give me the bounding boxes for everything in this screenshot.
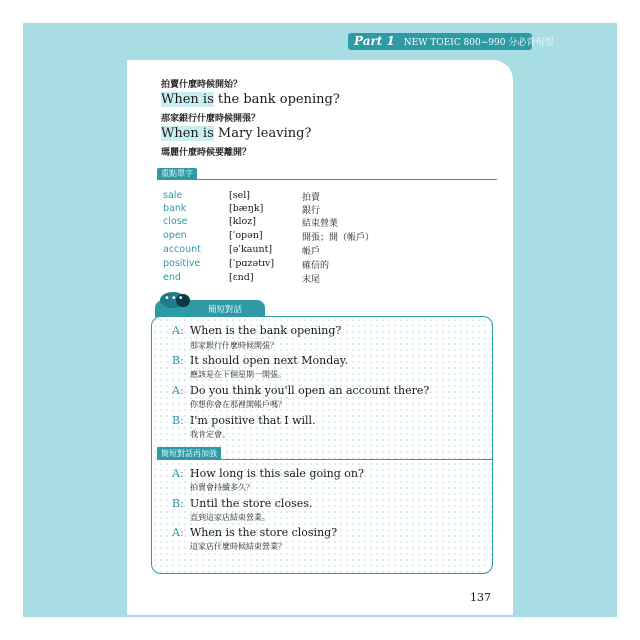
vocab-word: bank — [163, 203, 187, 214]
vocab-phonetic: [bæŋk] — [229, 203, 264, 214]
dialogue-title: 簡短對話 — [208, 305, 243, 315]
dialogue-line-en: How long is this sale going on? — [190, 467, 364, 480]
vocab-meaning: 開張；開（帳戶） — [302, 233, 375, 243]
dialogue-line-zh: 我肯定會。 — [190, 430, 230, 439]
dialogue-line-zh: 這家店什麼時候結束營業？ — [190, 542, 286, 551]
part-label: Part 1 — [354, 34, 395, 48]
dialogue-line-en: Do you think you'll open an account there? — [190, 384, 430, 397]
part-subtitle: NEW TOEIC 800~990 分必背句型 — [403, 38, 554, 48]
dialogue-line-zh: 那家銀行什麼時候開張？ — [190, 341, 278, 350]
speaker-label: B: — [172, 354, 184, 367]
part-header — [348, 33, 554, 50]
vocab-word: sale — [163, 190, 183, 201]
speaker-label: A: — [172, 384, 184, 397]
speaker-label: A: — [172, 526, 184, 539]
dialogue2-divider — [157, 459, 492, 460]
vocab-word: close — [163, 216, 188, 227]
dialogue-line-zh: 直到這家店結束營業。 — [190, 513, 270, 522]
vocab-word: end — [163, 272, 181, 283]
sentence-en-rest: Mary leaving? — [213, 126, 312, 141]
vocab-word: positive — [163, 258, 201, 269]
vocab-divider — [157, 179, 497, 180]
vocab-phonetic: [kloz] — [229, 216, 256, 227]
sentence-en-rest: the bank opening? — [213, 92, 340, 107]
sentence-zh-2: 那家銀行什麼時候開張？ — [161, 114, 261, 124]
page-number: 137 — [470, 591, 491, 604]
dialogue-line-zh: 拍賣會持續多久？ — [190, 483, 254, 492]
vocab-phonetic: [ɛnd] — [229, 272, 254, 283]
dialogue2-title: 簡短對話再加強 — [157, 447, 221, 460]
dialogue-line-en: I'm positive that I will. — [190, 414, 316, 427]
dialogue-line-en: When is the store closing? — [190, 526, 338, 539]
sentence-zh-3: 瑪麗什麼時候要離開？ — [161, 148, 252, 158]
sentence-highlight: When is — [161, 92, 214, 107]
speaker-label: A: — [172, 324, 184, 337]
dialogue-line-zh: 你想你會在那裡開帳戶嗎？ — [190, 400, 286, 409]
vocab-meaning: 拍賣 — [302, 193, 321, 203]
sentence-zh-1: 拍賣什麼時候開始？ — [161, 80, 243, 90]
dialogue-line-en: Until the store closes. — [190, 497, 313, 510]
vocab-title: 重點單字 — [157, 168, 197, 180]
vocab-meaning: 末尾 — [302, 275, 321, 285]
vocab-phonetic: [ˈopən] — [229, 230, 263, 241]
dialogue-line-en: When is the bank opening? — [190, 324, 342, 337]
vocab-phonetic: [sel] — [229, 190, 250, 201]
vocab-phonetic: [əˈkaunt] — [229, 244, 273, 255]
vocab-meaning: 帳戶 — [302, 247, 321, 257]
sentence-highlight: When is — [161, 126, 214, 141]
bubble-dots: ••• — [164, 293, 185, 304]
vocab-word: open — [163, 230, 187, 241]
vocab-phonetic: [ˈpɑzətɪv] — [229, 258, 275, 269]
dialogue-line-zh: 應該是在下個星期一開張。 — [190, 370, 286, 379]
speaker-label: B: — [172, 414, 184, 427]
sentence-en-2 — [161, 126, 311, 141]
vocab-meaning: 銀行 — [302, 206, 321, 216]
vocab-meaning: 確信的 — [302, 261, 330, 271]
speaker-label: A: — [172, 467, 184, 480]
dialogue-line-en: It should open next Monday. — [190, 354, 349, 367]
vocab-word: account — [163, 244, 201, 255]
vocab-meaning: 結束營業 — [302, 219, 339, 229]
speaker-label: B: — [172, 497, 184, 510]
dialogue2-header — [157, 447, 492, 460]
sentence-en-1 — [161, 92, 340, 107]
